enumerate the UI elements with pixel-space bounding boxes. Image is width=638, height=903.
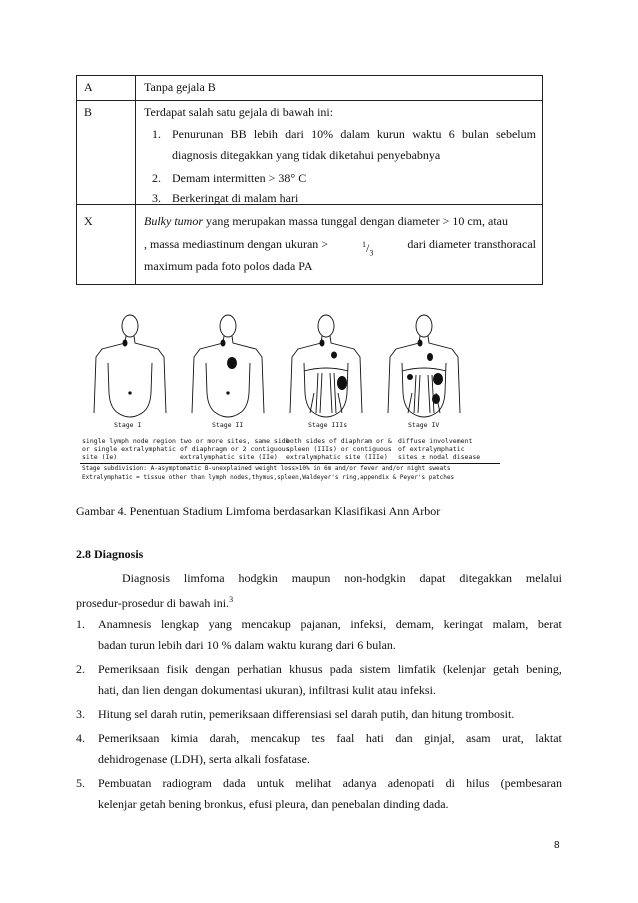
stage-description bbox=[398, 437, 480, 461]
bulky-tumor-term: Bulky tumor bbox=[144, 214, 203, 228]
lymph-node-mark bbox=[221, 340, 226, 347]
list-item-number: 5. bbox=[76, 776, 85, 790]
row-x-line2 bbox=[144, 237, 536, 260]
desc-line: spleen (IIIs) or contiguous bbox=[286, 445, 392, 453]
list-item-number: 3. bbox=[76, 707, 85, 721]
word: 10% bbox=[311, 127, 334, 141]
word: lengkap bbox=[160, 617, 199, 631]
table-row-divider bbox=[77, 100, 542, 101]
word: Penurunan bbox=[172, 127, 224, 141]
desc-line: diffuse involvement bbox=[398, 437, 473, 445]
word: khusus bbox=[289, 662, 323, 676]
word: untuk bbox=[256, 776, 285, 790]
desc-line: of extralymphatic bbox=[398, 445, 465, 453]
desc-line: sites ± nodal disease bbox=[398, 453, 481, 461]
ann-arbor-figure bbox=[80, 313, 500, 491]
intro-text: prosedur-prosedur di bawah ini. bbox=[76, 596, 230, 610]
row-x-code: X bbox=[84, 214, 93, 228]
list-item-3-line1: Hitung sel darah rutin, pemeriksaan differensiasi sel darah putih, dan hitung trombosit. bbox=[98, 707, 515, 721]
stage-label: Stage I bbox=[114, 421, 142, 429]
intro-word: limfoma bbox=[183, 571, 225, 585]
intro-word: Diagnosis bbox=[122, 571, 170, 585]
row-x-line2-post: dari diameter transthoracal bbox=[407, 237, 536, 251]
word: ginjal, bbox=[424, 731, 455, 745]
word: malam, bbox=[492, 617, 529, 631]
word: mencakup bbox=[250, 731, 301, 745]
word: dari bbox=[285, 127, 304, 141]
liver-mark bbox=[433, 373, 443, 385]
word: dan bbox=[395, 731, 413, 745]
intro-line-1 bbox=[122, 571, 562, 586]
body-outline-stage-1 bbox=[94, 315, 166, 417]
row-x-line2-pre: , massa mediastinum dengan ukuran > bbox=[144, 237, 329, 251]
lymph-node-mark bbox=[227, 357, 237, 369]
fraction: $^1/_3$ bbox=[362, 240, 374, 258]
desc-line: of diaphragm or 2 contiguous bbox=[180, 445, 290, 453]
word: Pemeriksaan bbox=[98, 731, 160, 745]
fraction-denominator: 3 bbox=[369, 248, 374, 258]
intro-word: melalui bbox=[525, 571, 562, 585]
word: limfatik bbox=[397, 662, 436, 676]
intro-line-2 bbox=[76, 592, 233, 611]
word: pada bbox=[329, 662, 353, 676]
word: sistem bbox=[359, 662, 391, 676]
lymph-node-mark bbox=[123, 340, 128, 347]
section-heading: 2.8 Diagnosis bbox=[76, 547, 144, 561]
lymph-node-mark bbox=[432, 394, 440, 404]
word: infeksi, bbox=[350, 617, 387, 631]
word: asam bbox=[465, 731, 491, 745]
word: Pemeriksaan bbox=[98, 662, 160, 676]
row-b-text: Terdapat salah satu gejala di bawah ini: bbox=[144, 105, 334, 119]
word: adenopati bbox=[387, 776, 435, 790]
intro-word: ditegakkan bbox=[459, 571, 513, 585]
desc-line: extralymphatic site (IIe) bbox=[180, 453, 278, 461]
page-number: 8 bbox=[554, 840, 560, 851]
word: keringat bbox=[443, 617, 483, 631]
word: darah, bbox=[209, 731, 240, 745]
row-b-item-num: 2. bbox=[152, 171, 161, 185]
word: lebih bbox=[253, 127, 278, 141]
word: 6 bbox=[448, 127, 455, 141]
list-item-2-line2: hati, dan lien dengan dokumentasi ukuran), infiltrasi kulit atau infeksi. bbox=[98, 683, 436, 697]
row-x-line3: maximum pada foto polos dada PA bbox=[144, 259, 313, 273]
word: waktu bbox=[412, 127, 442, 141]
word: dengan bbox=[195, 662, 230, 676]
list-item-4-line2: dehidrogenase (LDH), serta alkali fosfatase. bbox=[98, 752, 310, 766]
intro-word: dapat bbox=[419, 571, 446, 585]
desc-line: site (Ie) bbox=[82, 453, 118, 461]
word: sebelum bbox=[495, 127, 536, 141]
figure-divider bbox=[80, 463, 500, 464]
body-outline-stage-3 bbox=[290, 315, 362, 417]
lymph-node-mark bbox=[331, 352, 337, 359]
figure-note-subdivision: Stage subdivision: A-asymptomatic B-unexplained weight loss>10% in 6m and/or fever and/or night sweats bbox=[82, 465, 451, 472]
list-item-number: 1. bbox=[76, 617, 85, 631]
row-x-line1-text: yang merupakan massa tunggal dengan diameter > 10 cm, atau bbox=[206, 214, 508, 228]
table-column-divider bbox=[135, 76, 136, 284]
row-b-item-num: 3. bbox=[152, 191, 161, 205]
list-item-number: 2. bbox=[76, 662, 85, 676]
word: demam, bbox=[395, 617, 435, 631]
list-item-number: 4. bbox=[76, 731, 85, 745]
intro-word: maupun bbox=[291, 571, 331, 585]
lymph-node-mark bbox=[407, 374, 413, 380]
row-a-text: Tanpa gejala B bbox=[144, 80, 216, 94]
lymph-node-mark bbox=[320, 340, 325, 347]
word: tes bbox=[311, 731, 325, 745]
row-b-item-num: 1. bbox=[152, 127, 161, 141]
stage-label: Stage IV bbox=[408, 421, 440, 429]
lymph-node-mark bbox=[418, 340, 423, 347]
list-item-1-line2: badan turun lebih dari 10 % dalam waktu kurang dari 6 bulan. bbox=[98, 638, 396, 652]
list-item-5-line1 bbox=[98, 776, 562, 791]
desc-line: or single extralymphatic bbox=[82, 445, 176, 453]
word: getah bbox=[492, 662, 519, 676]
word: melihat bbox=[295, 776, 332, 790]
desc-line: both sides of diaphram or & bbox=[286, 437, 392, 445]
stage-description bbox=[286, 437, 392, 461]
list-item-4-line1 bbox=[98, 731, 562, 746]
reference-superscript: 3 bbox=[229, 595, 234, 604]
word: Pembuatan bbox=[98, 776, 152, 790]
list-item-2-line1 bbox=[98, 662, 562, 677]
row-b-item-3: Berkeringat di malam hari bbox=[172, 191, 299, 205]
word: pajanan, bbox=[300, 617, 341, 631]
row-b-item-2: Demam intermitten > 38° C bbox=[172, 171, 307, 185]
word: faal bbox=[336, 731, 355, 745]
intro-word: hodgkin bbox=[238, 571, 278, 585]
word: bening, bbox=[526, 662, 562, 676]
figure-note-extralymphatic: Extralymphatic = tissue other than lymph nodes,thymus,spleen,Waldeyer's ring,appendix & Peyer's patches bbox=[82, 474, 455, 481]
word: (pembesaran bbox=[500, 776, 562, 790]
body-outline-stage-4 bbox=[388, 315, 460, 417]
lymph-node-mark bbox=[427, 353, 433, 361]
word: yang bbox=[208, 617, 232, 631]
word: di bbox=[445, 776, 455, 790]
stage-label: Stage II bbox=[212, 421, 244, 429]
word: BB bbox=[230, 127, 247, 141]
list-item-1-line1 bbox=[98, 617, 562, 632]
row-a-code: A bbox=[84, 80, 93, 94]
desc-line: extralymphatic site (IIIe) bbox=[286, 453, 388, 461]
word: hati bbox=[365, 731, 384, 745]
word: kurun bbox=[376, 127, 405, 141]
row-b-item-1-line1 bbox=[172, 127, 536, 142]
table-row-divider bbox=[77, 204, 542, 205]
word: urat, bbox=[502, 731, 524, 745]
word: Anamnesis bbox=[98, 617, 152, 631]
word: bulan bbox=[462, 127, 489, 141]
desc-line: two or more sites, same side bbox=[180, 437, 290, 445]
word: kimia bbox=[170, 731, 199, 745]
fraction-numerator: 1 bbox=[362, 240, 367, 249]
stage-description bbox=[82, 437, 176, 461]
word: (kelenjar bbox=[443, 662, 486, 676]
word: hilus bbox=[466, 776, 490, 790]
word: dada bbox=[223, 776, 246, 790]
word: laktat bbox=[535, 731, 562, 745]
word: adanya bbox=[342, 776, 377, 790]
word: mencakup bbox=[241, 617, 291, 631]
desc-line: single lymph node region bbox=[82, 437, 176, 445]
word: fisik bbox=[166, 662, 188, 676]
word: berat bbox=[537, 617, 562, 631]
row-x-line1 bbox=[144, 214, 508, 229]
intro-word: non-hodgkin bbox=[344, 571, 406, 585]
row-b-item-1-line2: diagnosis ditegakkan yang tidak diketahui penyebabnya bbox=[172, 148, 441, 162]
word: radiogram bbox=[162, 776, 212, 790]
figure-caption: Gambar 4. Penentuan Stadium Limfoma berdasarkan Klasifikasi Ann Arbor bbox=[76, 504, 441, 518]
stage-description bbox=[180, 437, 290, 461]
word: perhatian bbox=[237, 662, 282, 676]
word: dalam bbox=[340, 127, 370, 141]
stage-label: Stage IIIs bbox=[308, 421, 348, 429]
row-b-code: B bbox=[84, 105, 93, 119]
list-item-5-line2: kelenjar getah bening bronkus, efusi pleura, dan penebalan dinding dada. bbox=[98, 797, 449, 811]
spleen-mark bbox=[337, 376, 347, 390]
